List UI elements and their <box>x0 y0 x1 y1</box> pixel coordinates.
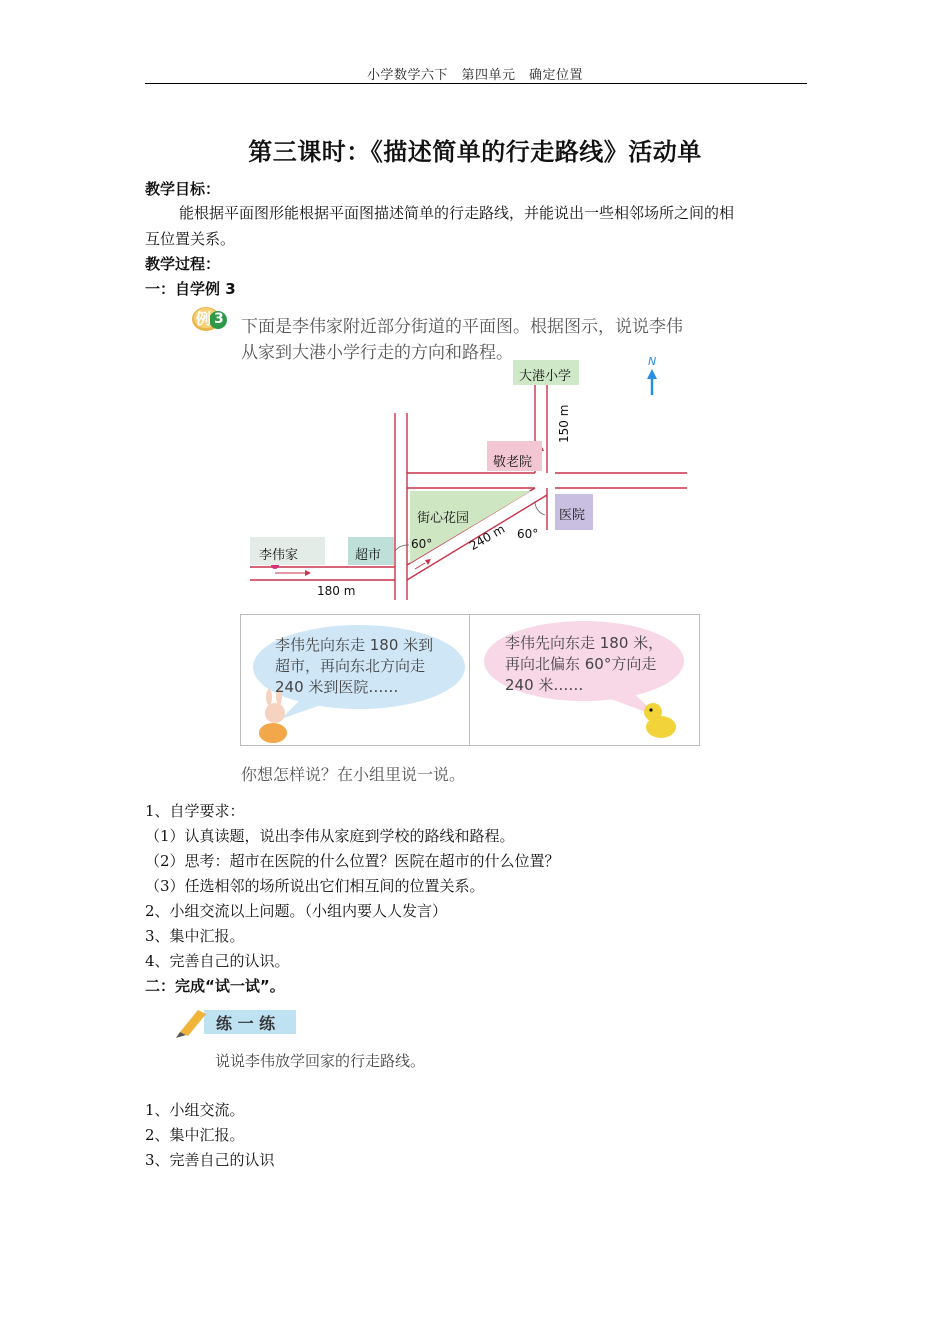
practice-badge-label: 练 一 练 <box>216 1014 276 1033</box>
page-header: 小学数学六下 第四单元 确定位置 <box>366 68 583 83</box>
bubble-left <box>275 635 433 698</box>
map-label-home: 李伟家 <box>259 548 299 563</box>
bubble-right-line2: 再向北偏东 60°方向走 <box>505 655 657 673</box>
step2-item: 1、小组交流。 <box>145 1101 245 1119</box>
map-label-school: 大港小学 <box>519 369 572 384</box>
map-label-garden: 街心花园 <box>417 511 470 526</box>
part2-heading: 二：完成“试一试”。 <box>145 977 285 995</box>
example-prompt: 你想怎样说？在小组里说一说。 <box>241 765 466 784</box>
map-label-nursing-home: 敬老院 <box>493 455 533 470</box>
step1-item: 3、集中汇报。 <box>145 927 245 945</box>
street-map <box>245 355 700 610</box>
map-angle-left: 60° <box>411 537 433 551</box>
step2-item: 2、集中汇报。 <box>145 1126 245 1144</box>
step1-item: （1）认真读题，说出李伟从家庭到学校的路线和路程。 <box>145 827 515 845</box>
map-distance-180: 180 m <box>317 584 356 598</box>
bubble-right-line1: 李伟先向东走 180 米， <box>505 634 664 652</box>
bubble-right-line3: 240 米…… <box>505 676 584 694</box>
step1-item: （3）任选相邻的场所说出它们相互间的位置关系。 <box>145 877 485 895</box>
example-text-line1: 下面是李伟家附近部分街道的平面图。根据图示，说说李伟 <box>241 317 683 337</box>
step2-item: 3、完善自己的认识 <box>145 1151 275 1169</box>
header-divider <box>145 83 807 84</box>
map-label-hospital: 医院 <box>559 508 586 523</box>
map-label-supermarket: 超市 <box>355 548 382 563</box>
north-indicator: N <box>648 355 657 368</box>
part1-heading: 一：自学例 3 <box>145 280 236 298</box>
example-text-line2: 从家到大港小学行走的方向和路程。 <box>241 343 513 363</box>
practice-text: 说说李伟放学回家的行走路线。 <box>215 1052 426 1070</box>
map-angle-right: 60° <box>517 527 539 541</box>
goals-heading: 教学目标： <box>145 180 221 198</box>
step1-item: 4、完善自己的认识。 <box>145 952 290 970</box>
practice-badge <box>176 1004 296 1038</box>
bubble-left-line1: 李伟先向东走 180 米到 <box>275 636 434 654</box>
page-title: 第三课时：《描述简单的行走路线》活动单 <box>248 138 702 166</box>
step1-item: 2、小组交流以上问题。（小组内要人人发言） <box>145 902 448 920</box>
example-badge-label: 例 <box>196 310 212 328</box>
goals-text-line1: 能根据平面图形能根据平面图描述简单的行走路线，并能说出一些相邻场所之间的相 <box>179 204 735 222</box>
map-distance-150: 150 m <box>557 404 571 443</box>
goals-text-line2: 互位置关系。 <box>145 230 236 248</box>
bubble-right <box>505 633 663 696</box>
bubble-left-line3: 240 米到医院…… <box>275 678 399 696</box>
map-distance-240: 240 m <box>467 521 508 554</box>
example-badge-number: 3 <box>214 311 224 327</box>
step1-item: （2）思考：超市在医院的什么位置？医院在超市的什么位置？ <box>145 852 560 870</box>
dialogue-panel <box>240 614 700 746</box>
process-heading: 教学过程： <box>145 255 221 273</box>
step1-item: 1、自学要求： <box>145 802 245 820</box>
example-badge <box>192 304 228 334</box>
bubble-left-line2: 超市，再向东北方向走 <box>275 657 426 675</box>
